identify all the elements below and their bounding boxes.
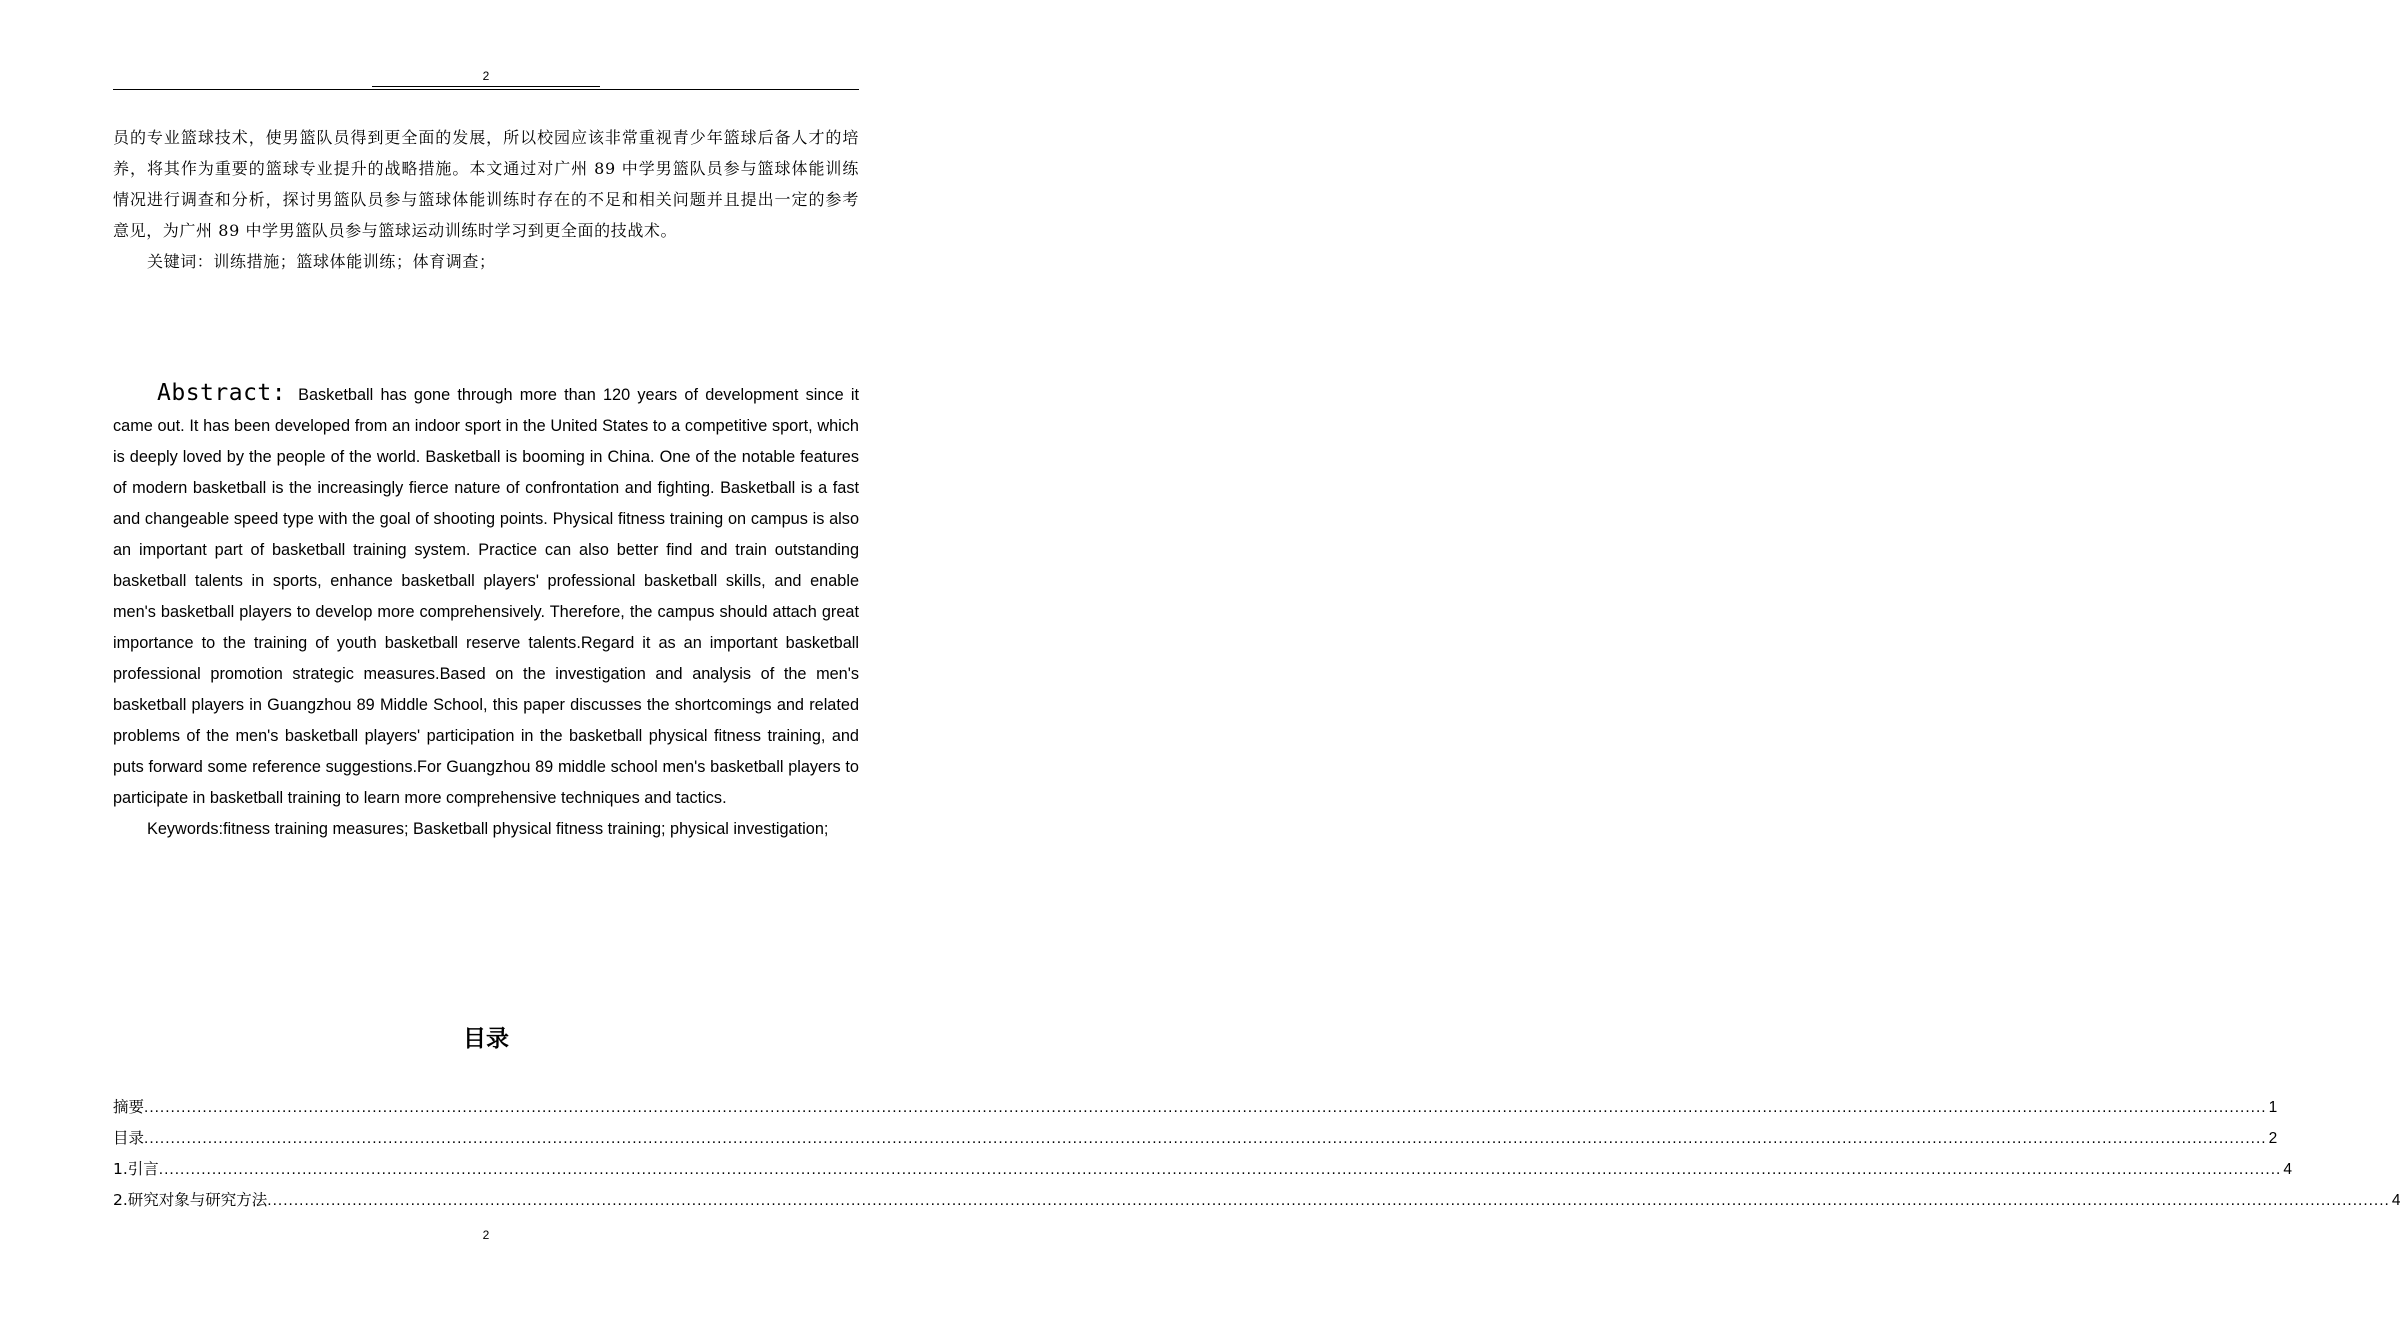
chinese-abstract [113,122,859,277]
toc-entry-page: 2 [2268,1130,2278,1147]
toc-leader: ................................................................................................................................................................................................................................................................................................................................................................................................................ [267,1192,2390,1209]
toc-title: 目录 [463,1026,509,1052]
toc-entry-label: 1.引言 [113,1160,159,1178]
header-page-number: 2 [372,68,600,87]
toc-entry-page: 4 [2391,1192,2400,1209]
toc-leader: ................................................................................................................................................................................................................................................................................................................................................................................................................ [158,1161,2282,1178]
toc-entry-page: 4 [2283,1161,2292,1178]
toc-entry[interactable] [113,1092,2278,1123]
toc-entry-label: 摘要 [113,1098,145,1116]
english-abstract-paragraph [113,378,859,814]
toc-entry-label: 2.研究对象与研究方法 [113,1191,268,1209]
toc-entry-page: 1 [2268,1099,2278,1116]
table-of-contents [113,1092,2400,1216]
toc-leader: ................................................................................................................................................................................................................................................................................................................................................................................................................ [144,1130,2267,1147]
header-rule [113,89,859,90]
toc-entry[interactable] [113,1123,2278,1154]
chinese-abstract-body: 员的专业篮球技术，使男篮队员得到更全面的发展，所以校园应该非常重视青少年篮球后备人才的培养，将其作为重要的篮球专业提升的战略措施。本文通过对广州 89 中学男篮队员参与篮球体能训练情况进行调查和分析，探讨男篮队员参与篮球体能训练时存在的不足和相关问题并且提出一定的参考意见，为广州 89 中学男篮队员参与篮球运动训练时学习到更全面的技战术。 [113,128,859,240]
abstract-heading: Abstract: [157,380,287,406]
english-abstract-body: Basketball has gone through more than 120 years of development since it came out. It has been developed from an indoor sport in the United States to a competitive sport, which is deeply loved by the people of the world. Basketball is booming in China. One of the notable features of modern basketball is the increasingly fierce nature of confrontation and fighting. Basketball is a fast and changeable speed type with the goal of shooting points. Physical fitness training on campus is also an important part of basketball training system. Practice can also better find and train outstanding basketball talents in sports, enhance basketball players' professional basketball skills, and enable men's basketball players to develop more comprehensively. Therefore, the campus should attach great importance to the training of youth basketball reserve talents.Regard it as an important basketball professional promotion strategic measures.Based on the investigation and analysis of the men's basketball players in Guangzhou 89 Middle School, this paper discusses the shortcomings and related problems of the men's basketball players' participation in the basketball physical fitness training, and puts forward some reference suggestions.For Guangzhou 89 middle school men's basketball players to participate in basketball training to learn more comprehensive techniques and tactics. [113,386,859,807]
toc-entry-label: 目录 [113,1129,145,1147]
chinese-keywords: 关键词：训练措施；篮球体能训练；体育调查； [147,252,496,271]
english-keywords: Keywords:fitness training measures; Basketball physical fitness training; physical investigation; [147,820,829,838]
footer-page-number: 2 [482,1228,490,1242]
english-abstract [113,378,859,845]
toc-entry[interactable] [113,1154,2292,1185]
toc-entry[interactable] [113,1185,2400,1216]
toc-leader: ................................................................................................................................................................................................................................................................................................................................................................................................................ [144,1099,2267,1116]
